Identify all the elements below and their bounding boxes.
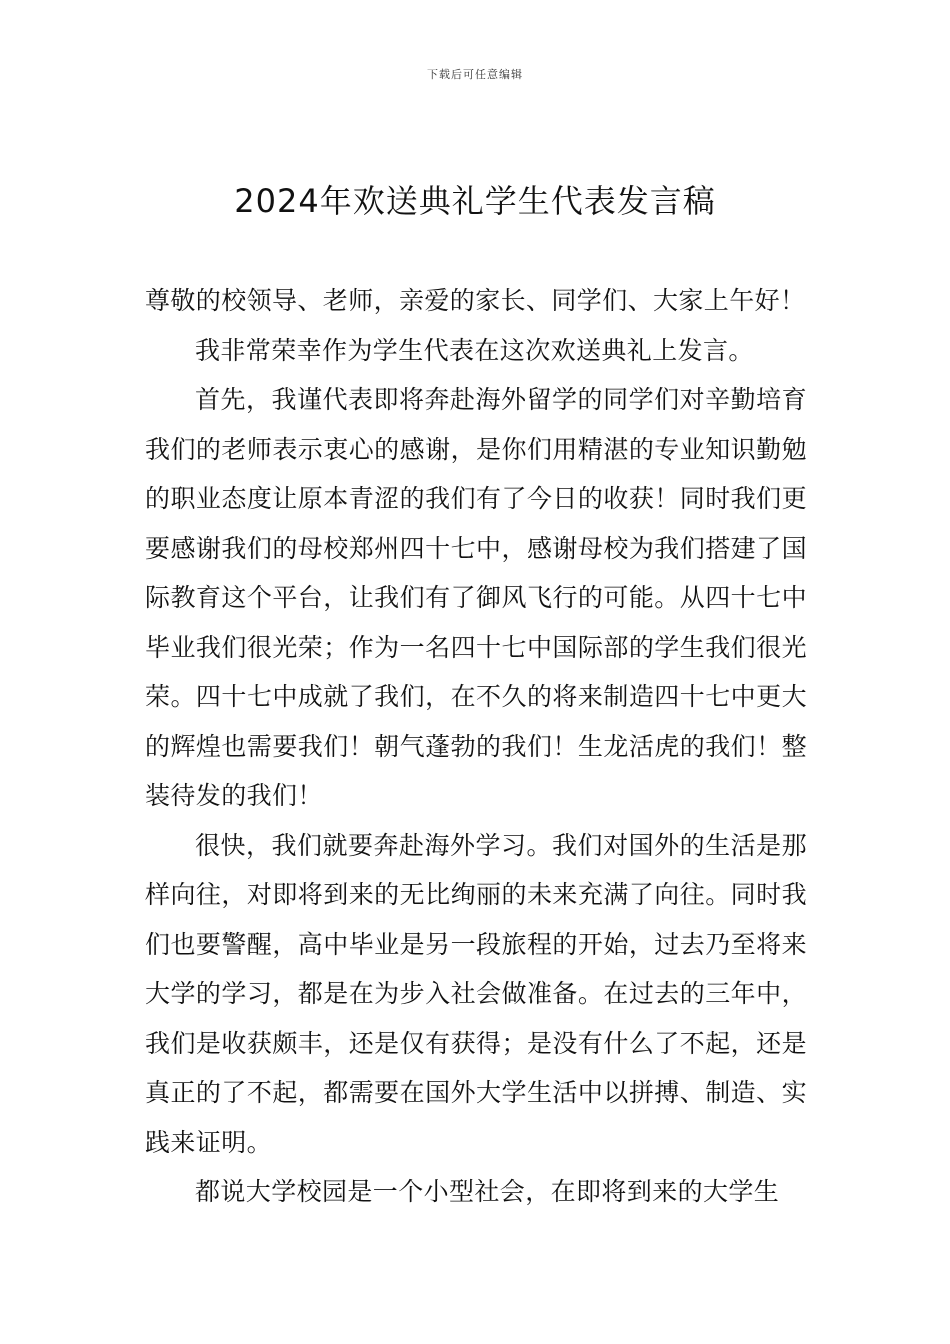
header-note: 下载后可任意编辑 — [427, 68, 523, 81]
paragraph-future: 很快，我们就要奔赴海外学习。我们对国外的生活是那样向往，对即将到来的无比绚丽的未来充满了向往。同时我们也要警醒，高中毕业是另一段旅程的开始，过去乃至将来大学的学习，都是在为步入社会做准备。在过去的三年中，我们是收获颇丰，还是仅有获得；是没有什么了不起，还是真正的了不起，都需要在国外大学生活中以拼搏、制造、实践来证明。 — [145, 830, 807, 1157]
paragraph-greeting: 尊敬的校领导、老师，亲爱的家长、同学们、大家上午好！ — [145, 286, 806, 315]
paragraph-thanks: 首先，我谨代表即将奔赴海外留学的同学们对辛勤培育我们的老师表示衷心的感谢，是你们用精湛的专业知识勤勉的职业态度让原本青涩的我们有了今日的收获！同时我们更要感谢我们的母校郑州四十七中，感谢母校为我们搭建了国际教育这个平台，让我们有了御风飞行的可能。从四十七中毕业我们很光荣；作为一名四十七中国际部的学生我们很光荣。四十七中成就了我们，在不久的将来制造四十七中更大的辉煌也需要我们！朝气蓬勃的我们！生龙活虎的我们！整装待发的我们！ — [145, 385, 807, 810]
document-title: 2024年欢送典礼学生代表发言稿 — [234, 182, 716, 220]
document-body — [145, 276, 807, 1217]
paragraph-university: 都说大学校园是一个小型社会，在即将到来的大学生 — [195, 1177, 780, 1206]
paragraph-intro: 我非常荣幸作为学生代表在这次欢送典礼上发言。 — [195, 335, 754, 365]
